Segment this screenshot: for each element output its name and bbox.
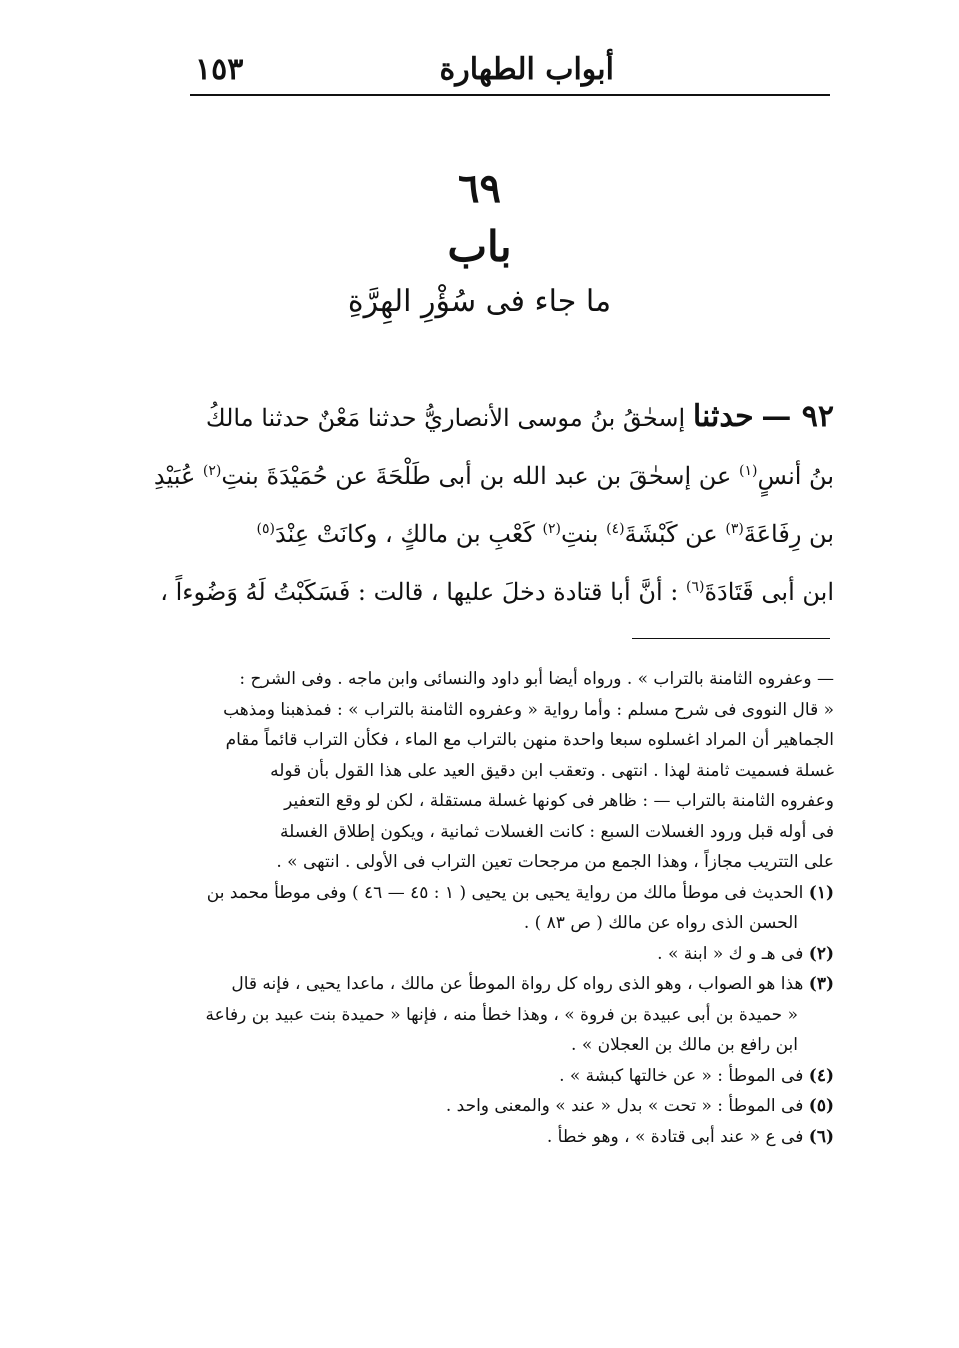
footnote-1 [124,878,834,909]
hadith-line-3 [124,505,834,563]
hadith-text-segment: بنُ أنسٍ [757,462,834,490]
chapter-number: ٦٩ [458,165,501,212]
hadith-opening: حدثنا [692,399,754,434]
footnote-ref: (٥) [256,521,275,537]
footnote-number: (١) [808,882,834,903]
footnote-continuation-line: فى أوله قبل ورود الغسلات السبع : كانت الغسلات ثمانية ، ويكون إطلاق الغسلة [279,821,834,842]
footnote-4 [124,1061,834,1092]
footnote-ref: (٤) [606,521,625,537]
footnote-text: فى الموطأ : « عن خالتها كبشة » . [559,1065,804,1086]
hadith-text-segment: إسحٰقُ بنُ موسى الأنصاريُّ حدثنا مَعْنٌ حدثنا مالكُ [205,404,686,432]
footnote-text: فى الموطأ : « تحت » بدل « عند » والمعنى واحد . [445,1096,804,1116]
footnote-5 [124,1091,834,1122]
page-number: ١٥٣ [195,52,244,87]
footnote-number: (٤) [808,1065,834,1086]
footnote-3 [124,969,834,1000]
hadith-number: ٩٢ — [761,399,834,434]
footnote-number: (٢) [808,943,834,964]
hadith-line-1 [124,388,834,447]
footnote-text: فى هـ و ك « ابنة » . [657,943,804,964]
hadith-line-4 [124,563,834,621]
hadith-text-segment: : أنَّ أبا قتادة دخلَ عليها ، قالت : فَسَكَبْتُ لَهُ وَضُوءاً ، [160,578,679,606]
footnote-continuation-line: على التتريب مجازاً ، وهذا الجمع من مرجحات تعين التراب فى الأولى . انتهى » . [276,852,834,872]
hadith-text-segment: ابن أبى قَتَادَةَ [704,578,834,606]
hadith-text [124,388,834,621]
hadith-text-segment: عن كَبْشَةَ [624,520,718,548]
footnote-text: الحديث فى موطأ مالك من رواية يحيى بن يحيى ( ١ : ٤٥ — ٤٦ ) وفى موطأ محمد بن [206,882,804,903]
footnote-continuation-line: — وعفروه الثامنة بالتراب » . ورواه أيضا أبو داود والنسائى وابن ماجه . وفى الشرح : [239,669,834,689]
footnote-separator [632,638,830,639]
footnote-text: هذا هو الصواب ، وهو الذى رواه كل رواة الموطأ عن مالك ، ماعدا يحيى ، فإنه قال [231,974,804,994]
footnotes [124,664,834,1152]
footnote-ref: (١) [739,463,758,479]
footnote-continuation-line: غسلة فسميت ثامنة لهذا . انتهى . وتعقب ابن دقيق العيد على هذا القول بأن قوله [270,760,834,781]
footnote-number: (٥) [808,1096,834,1116]
footnote-ref: (٣) [725,521,744,537]
footnote-3-continued: ابن رافع بن مالك بن العجلان » . [571,1035,798,1055]
hadith-line-2 [124,447,834,505]
hadith-text-segment: بن رِفَاعَةَ [743,520,834,548]
hadith-text-segment: عُبَيْدِ [153,462,196,490]
chapter-label: باب [447,222,512,271]
footnote-text: فى ع « عند أبى قتادة » ، وهو خطأ . [546,1126,804,1147]
chapter-title: ما جاء فى سُؤْرِ الهِرَّةِ [347,284,612,319]
footnote-continuation-line: وعفروه الثامنة بالتراب — : ظاهر فى كونها غسلة مستقلة ، لكن لو وقع التعفير [284,791,834,811]
running-header-title: أبواب الطهارة [439,52,614,87]
footnote-number: (٦) [808,1126,834,1147]
footnote-continuation-line: « قال النووى فى شرح مسلم : وأما رواية « وعفروه الثامنة بالتراب » : فمذهبنا ومذهب [223,699,834,720]
footnote-number: (٣) [808,974,834,994]
footnote-3-continued: « حميدة بن أبى عبيدة بن فروة » ، وهذا خطأ منه ، فإنها « حميدة بنت عبيد بن رفاعة [205,1004,798,1025]
footnote-6 [124,1122,834,1153]
footnote-1-continued: الحسن الذى رواه عن مالك ( ص ٨٣ ) . [523,913,798,933]
footnote-2 [124,939,834,970]
footnote-ref: (٢) [202,463,222,479]
header-rule [190,94,830,96]
footnote-ref: (٢) [542,521,561,537]
footnote-ref: (٦) [686,579,705,595]
hadith-text-segment: عن إسحٰقَ بن عبد الله بن أبى طَلْحَةَ عن حُمَيْدَةَ بنتِ [221,462,732,490]
hadith-text-segment: كَعْبِ بن مالكٍ ، وكانَتْ عِنْدَ [275,520,535,548]
footnote-continuation-line: الجماهير أن المراد اغسلوه سبعا واحدة منهن بالتراب مع الماء ، فكأن التراب قائماً مقام [225,730,834,750]
hadith-text-segment: بنتِ [560,520,599,548]
